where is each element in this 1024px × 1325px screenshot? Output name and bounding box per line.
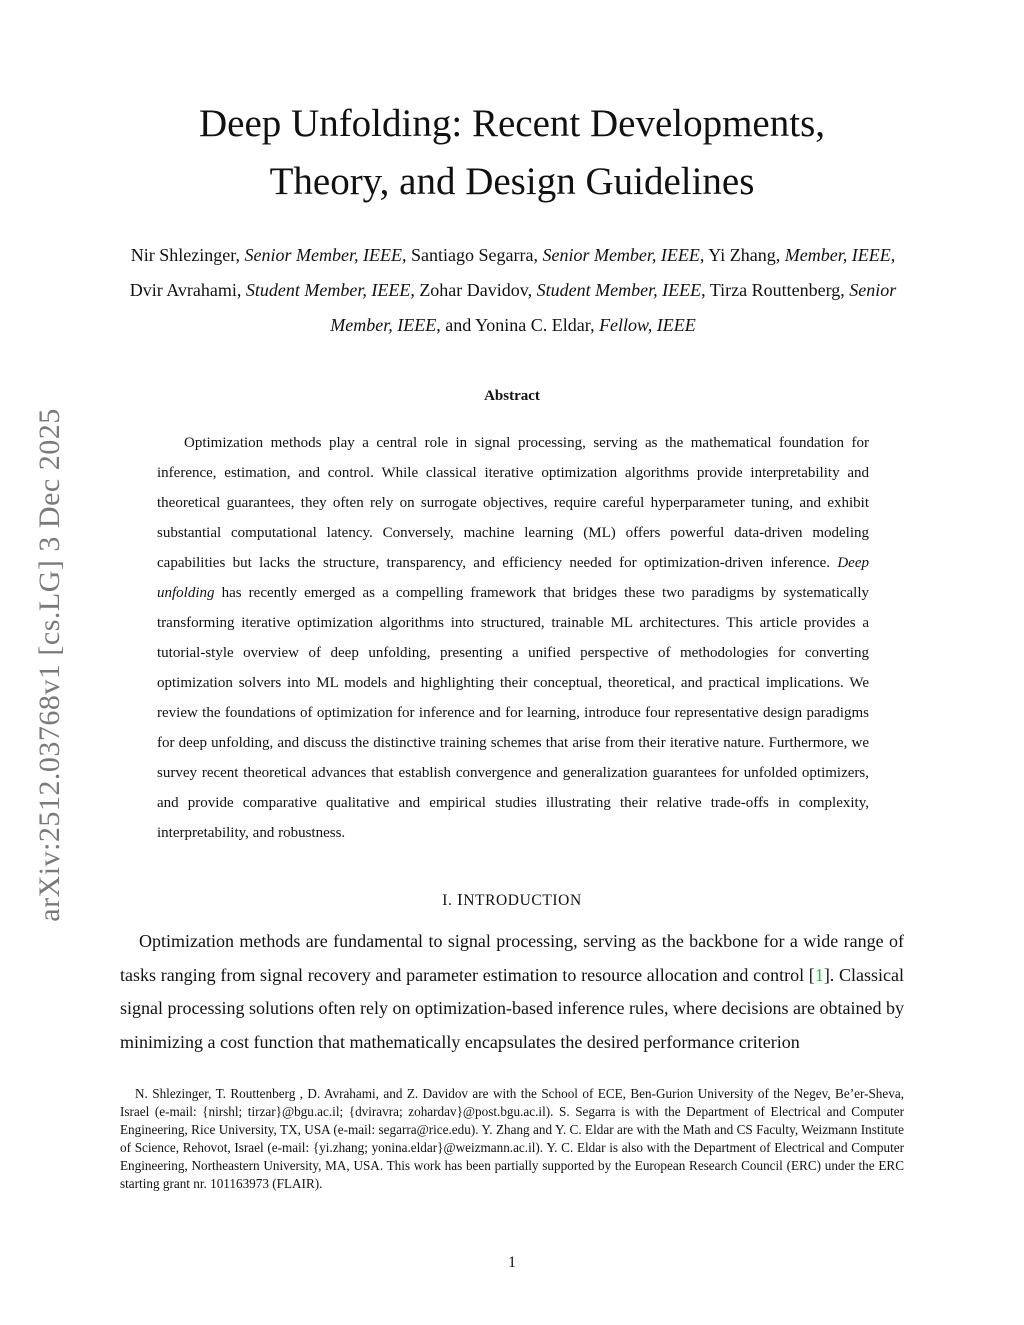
- section-title-initial: I: [456, 890, 464, 909]
- section-heading-introduction: [120, 890, 904, 910]
- title-line-1: Deep Unfolding: Recent Developments,: [199, 102, 825, 145]
- abstract-body: [157, 428, 869, 848]
- author-name: Zohar Davidov: [419, 280, 528, 300]
- abstract-paragraph: [157, 428, 869, 848]
- author-conjunction: and: [445, 315, 472, 335]
- page-number: 1: [508, 1254, 516, 1271]
- author-role: Student Member, IEEE: [536, 280, 702, 300]
- abstract-text-part-1: Optimization methods play a central role in signal processing, serving as the mathematical foundation for inference, estimation, and control. While classical iterative optimization algorithms provide interpretability and theoretical guarantees, they often rely on surrogate objectives, require careful hyperparameter tuning, and exhibit substantial computational latency. Conversely, machine learning (ML) offers powerful data-driven modeling capabilities but lacks the structure, transparency, and efficiency needed for optimization-driven inference.: [157, 435, 869, 571]
- section-title-rest: NTRODUCTION: [463, 892, 582, 909]
- affiliation-footnote: [120, 1085, 904, 1193]
- author-name: Tirza Routtenberg: [709, 280, 841, 300]
- author-name: Yi Zhang: [708, 245, 776, 265]
- author-role: Fellow, IEEE: [599, 315, 696, 335]
- footnote-text: N. Shlezinger, T. Routtenberg , D. Avrahami, and Z. Davidov are with the School of ECE, Ben-Gurion University of the Negev, Be’er-Sheva, Israel (e-mail: {nirshl; tirzar}@bgu.ac.il; {dviravra; zohardav}@post.bgu.ac.il). S. Segarra is with the Department of Electrical and Computer Engineering, Rice University, TX, USA (e-mail: segarra@rice.edu). Y. Zhang and Y. C. Eldar are with the Math and CS Faculty, Weizmann Institute of Science, Rehovot, Israel (e-mail: {yi.zhang; yonina.eldar}@weizmann.ac.il). Y. C. Eldar is also with the Department of Electrical and Computer Engineering, Northeastern University, MA, USA. This work has been partially supported by the European Research Council (ERC) under the ERC starting grant nr. 101163973 (FLAIR).: [120, 1086, 904, 1191]
- abstract-heading: Abstract: [484, 388, 540, 404]
- author-role: Student Member, IEEE: [245, 280, 411, 300]
- author-role: Senior Member, IEEE: [244, 245, 402, 265]
- citation-link[interactable]: 1: [814, 964, 824, 985]
- author-name: Nir Shlezinger: [130, 245, 236, 265]
- intro-text-part-2: Classical signal processing solutions often rely on optimization-based inference rules, where decisions are obtained by minimizing a cost function that mathematically encapsulates the desired performance criterion: [120, 964, 905, 1052]
- title-line-2: Theory, and Design Guidelines: [269, 160, 755, 203]
- intro-paragraph: Optimization methods are fundamental to signal processing, serving as the backbone for a wide range of tasks ranging from signal recovery and parameter estimation to resource allocation and control [1]. Classical signal processing solutions often rely on optimization-based inference rules, where decisions are obtained by minimizing a cost function that mathematically encapsulates the desired performance criterion: [120, 931, 905, 1052]
- author-name: Yonina C. Eldar: [475, 315, 591, 335]
- author-list: Nir Shlezinger, Senior Member, IEEE, Santiago Segarra, Senior Member, IEEE, Yi Zhang, Member, IEEE, Dvir Avrahami, Student Member, IEEE, Zohar Davidov, Student Member, IEEE, Tirza Routtenberg, Senior Member, IEEE, and Yonina C. Eldar, Fellow, IEEE: [129, 245, 897, 335]
- intro-text-part-1: Optimization methods are fundamental to signal processing, serving as the backbone for a wide range of tasks ranging from signal recovery and parameter estimation to resource allocation and control: [120, 931, 904, 985]
- paper-title: [120, 95, 904, 211]
- author-role: Senior Member, IEEE: [542, 245, 700, 265]
- abstract-emphasis: Deep unfolding: [157, 555, 869, 601]
- arxiv-sidebar: [5, 380, 95, 950]
- arxiv-identifier: arXiv:2512.03768v1 [cs.LG] 3 Dec 2025: [33, 408, 66, 922]
- author-name: Dvir Avrahami: [129, 280, 237, 300]
- introduction-body: [120, 925, 904, 1059]
- author-name: Santiago Segarra: [410, 245, 534, 265]
- section-number: I.: [442, 892, 453, 909]
- author-role: Member, IEEE: [784, 245, 891, 265]
- author-role: Senior Member, IEEE: [330, 280, 897, 335]
- abstract-text-part-2: has recently emerged as a compelling framework that bridges these two paradigms by systematically transforming iterative optimization algorithms into structured, trainable ML architectures. This article provides a tutorial-style overview of deep unfolding, presenting a unified perspective of methodologies for converting optimization solvers into ML models and highlighting their conceptual, theoretical, and practical implications. We review the foundations of optimization for inference and for learning, introduce four representative design paradigms for deep unfolding, and discuss the distinctive training schemes that arise from their iterative nature. Furthermore, we survey recent theoretical advances that establish convergence and generalization guarantees for unfolded optimizers, and provide comparative qualitative and empirical studies illustrating their relative trade-offs in complexity, interpretability, and robustness.: [157, 585, 870, 841]
